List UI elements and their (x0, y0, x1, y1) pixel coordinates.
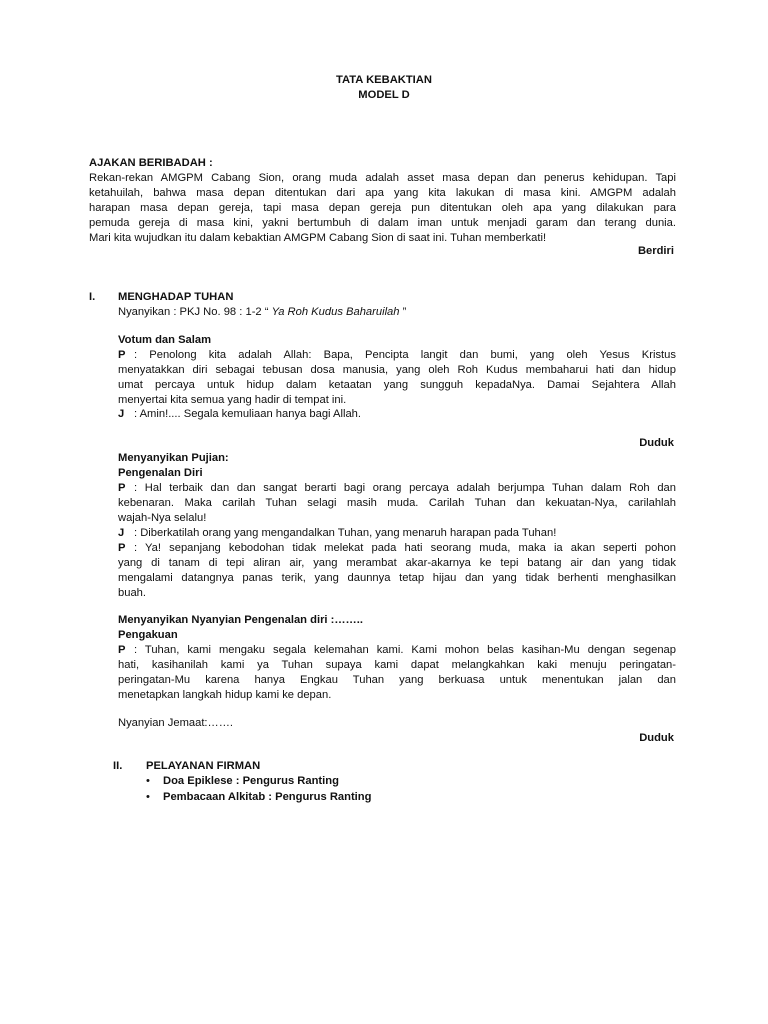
list-item: Doa Epiklese : Pengurus Ranting (163, 775, 339, 787)
ajakan-line: harapan masa depan gereja, tapi masa depan gereja pun ditentukan oleh apa yang dilakukan para (89, 202, 676, 214)
ajakan-paragraph (89, 171, 676, 246)
pujian-p2-paragraph (118, 541, 676, 601)
pujian-j-line (118, 526, 676, 541)
pujian-p2-line: mengalami datangnya panas terik, yang daunnya tetap hijau dan yang tidak berhenti menghasilkan (118, 572, 676, 584)
ajakan-line: Mari kita wujudkan itu dalam kebaktian AMGPM Cabang Sion di saat ini. Tuhan memberkati! (89, 232, 547, 244)
pujian-subheading: Pengenalan Diri (118, 467, 203, 479)
votum-p-paragraph (118, 348, 676, 408)
pengakuan-line: hati, kasihanilah kami ya Tuhan supaya kami dapat melangkahkan kaki menuju peringatan- (118, 659, 676, 671)
section-2-numeral: II. (113, 760, 123, 772)
ajakan-heading: AJAKAN BERIBADAH : (89, 157, 213, 169)
votum-j-line (118, 407, 676, 422)
song-title: Ya Roh Kudus Baharuilah (271, 306, 400, 318)
votum-p-line: umat percaya untuk hidup dalam ketaatan yang sungguh kepadaNya. Damai Sejahtera Allah (118, 379, 676, 391)
song-prefix: Nyanyikan : PKJ No. 98 : 1-2 “ (118, 306, 269, 318)
votum-p-first: : Penolong kita adalah Allah: Bapa, Pencipta langit dan bumi, yang oleh Yesus Kristus (134, 349, 676, 361)
votum-p-line: menyertai kita semua yang hadir di tempat ini. (118, 394, 347, 406)
pengakuan-subheading: Pengakuan (118, 629, 178, 641)
pujian-p1-paragraph (118, 481, 676, 526)
posture-duduk: Duduk (639, 437, 674, 449)
pujian-j-text: : Diberkatilah orang yang mengandalkan Tuhan, yang menaruh harapan pada Tuhan! (134, 527, 557, 539)
pujian-heading: Menyanyikan Pujian: (118, 452, 229, 464)
pujian-p2-line: buah. (118, 587, 146, 599)
list-item: Pembacaan Alkitab : Pengurus Ranting (163, 791, 372, 803)
pengakuan-first: : Tuhan, kami mengaku segala kelemahan kami. Kami mohon belas kasihan-Mu dengan segenap (134, 644, 676, 656)
document-title: TATA KEBAKTIAN (336, 74, 432, 86)
posture-duduk: Duduk (639, 732, 674, 744)
pengakuan-line: menetapkan langkah hidup kami ke depan. (118, 689, 332, 701)
opening-song (118, 305, 676, 320)
bullet-icon: • (146, 775, 150, 787)
section-1-title: MENGHADAP TUHAN (118, 291, 234, 303)
ajakan-line: pemuda gereja di masa kini, yakni bertumbuh di dalam iman untuk menjadi garam dan terang dunia. (89, 217, 676, 229)
ajakan-line: Rekan-rekan AMGPM Cabang Sion, orang muda adalah asset masa depan dan penerus kehidupan. Tapi (89, 172, 676, 184)
section-1-numeral: I. (89, 291, 96, 303)
bullet-icon: • (146, 791, 150, 803)
pengakuan-song-heading: Menyanyikan Nyanyian Pengenalan diri :…….. (118, 614, 363, 626)
pujian-p1-line: kebenaran. Maka carilah Tuhan selagi masih muda. Carilah Tuhan dan kekuatan-Nya, carilahlah (118, 497, 676, 509)
leader-tag: P (118, 644, 126, 656)
votum-heading: Votum dan Salam (118, 334, 212, 346)
congregation-tag: J (118, 408, 125, 420)
pujian-p2-line: yang di tanam di tepi aliran air, yang merambat akar-akarnya ke tepi batang air dan yang tidak (118, 557, 676, 569)
leader-tag: P (118, 349, 126, 361)
pujian-p1-line: wajah-Nya selalu! (118, 512, 207, 524)
congregation-tag: J (118, 527, 125, 539)
pujian-p1-first: : Hal terbaik dan dan sangat berarti bagi orang percaya adalah berjumpa Tuhan dalam Roh dan (134, 482, 676, 494)
nyanyian-jemaat: Nyanyian Jemaat:……. (118, 717, 234, 729)
pujian-p2-first: : Ya! sepanjang kebodohan tidak melekat pada hati seorang muda, maka ia akan seperti pohon (134, 542, 676, 554)
song-suffix: ” (402, 306, 407, 318)
leader-tag: P (118, 542, 126, 554)
votum-p-line: menyatakkan diri sebagai tebusan dosa manusia, yang oleh Roh Kudus membaharui hati dan hidup (118, 364, 676, 376)
pengakuan-line: peringatan-Mu karena hanya Engkau Tuhan yang berkuasa untuk menentukan jalan dan (118, 674, 676, 686)
leader-tag: P (118, 482, 126, 494)
ajakan-line: ketahuilah, bahwa masa depan ditentukan dari apa yang kita lakukan di masa kini. AMGPM adalah (89, 187, 676, 199)
document-subtitle: MODEL D (358, 89, 410, 101)
votum-j-text: : Amin!.... Segala kemuliaan hanya bagi Allah. (134, 408, 361, 420)
pujian-p1-line (118, 481, 676, 496)
pengakuan-line (118, 643, 676, 658)
section-2-title: PELAYANAN FIRMAN (146, 760, 261, 772)
pujian-p2-line (118, 541, 676, 556)
pengakuan-paragraph (118, 643, 676, 703)
votum-p-line (118, 348, 676, 363)
posture-berdiri: Berdiri (637, 245, 674, 257)
